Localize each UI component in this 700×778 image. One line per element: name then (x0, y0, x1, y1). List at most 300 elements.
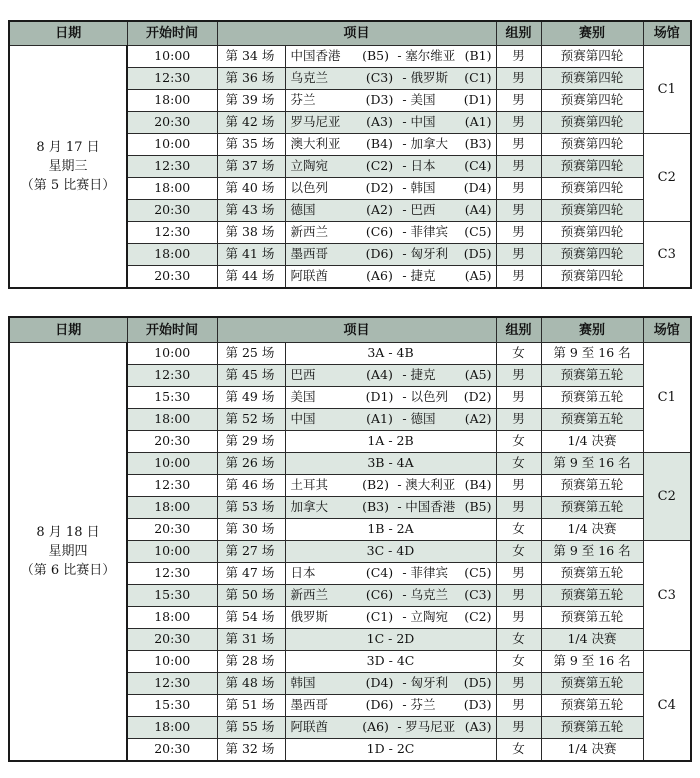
date-line: （第 5 比赛日） (20, 178, 116, 193)
round-cell: 预赛第五轮 (541, 563, 643, 585)
event-pair (291, 501, 492, 514)
team-a-code: (D6) (365, 697, 394, 713)
event-cell: 1A - 2B (285, 431, 496, 453)
venue-cell: C2 (643, 134, 691, 222)
group-cell: 男 (496, 134, 541, 156)
match-cell: 第 29 场 (217, 431, 285, 453)
header-group: 组别 (496, 317, 541, 343)
header-date: 日期 (9, 317, 127, 343)
round-cell: 预赛第五轮 (541, 409, 643, 431)
round-cell: 预赛第四轮 (541, 266, 643, 289)
event-cell (285, 475, 496, 497)
round-cell: 1/4 决赛 (541, 519, 643, 541)
header-round: 赛别 (541, 317, 643, 343)
versus-separator: - (402, 565, 407, 581)
team-b: 捷克 (410, 268, 436, 284)
team-a-code: (D4) (365, 675, 394, 691)
event-cell (285, 607, 496, 629)
match-cell: 第 28 场 (217, 651, 285, 673)
team-b-code: (D3) (463, 697, 492, 713)
team-a: 以色列 (290, 180, 329, 196)
team-a: 日本 (290, 565, 316, 581)
team-a: 韩国 (290, 675, 316, 691)
versus-separator: - (402, 367, 407, 383)
event-cell (285, 68, 496, 90)
time-cell: 10:00 (127, 541, 217, 563)
header-row (9, 317, 691, 343)
team-b-code: (C3) (464, 587, 492, 603)
team-a-code: (D6) (365, 246, 394, 262)
versus-separator: - (402, 158, 407, 174)
event-cell (285, 46, 496, 68)
team-b-code: (D1) (463, 92, 492, 108)
date-line: 8 月 18 日 (36, 525, 100, 540)
team-a: 新西兰 (290, 587, 329, 603)
team-a: 新西兰 (290, 224, 329, 240)
round-cell: 预赛第五轮 (541, 717, 643, 739)
team-b: 匈牙利 (410, 246, 449, 262)
time-cell: 12:30 (127, 475, 217, 497)
team-b: 日本 (410, 158, 436, 174)
team-a: 墨西哥 (290, 246, 329, 262)
versus-separator: - (397, 719, 402, 735)
versus-separator: - (402, 697, 407, 713)
team-b: 芬兰 (410, 697, 436, 713)
team-a-code: (C6) (365, 587, 394, 603)
team-b-code: (C1) (464, 70, 492, 86)
schedule-table-day2 (8, 316, 692, 762)
group-cell: 女 (496, 519, 541, 541)
versus-separator: - (402, 587, 407, 603)
time-cell: 18:00 (127, 497, 217, 519)
team-b-code: (B5) (464, 499, 492, 515)
round-cell: 预赛第四轮 (541, 156, 643, 178)
round-cell: 1/4 决赛 (541, 431, 643, 453)
team-a: 俄罗斯 (290, 609, 329, 625)
team-a: 中国 (290, 411, 316, 427)
date-line: 星期四 (48, 544, 88, 559)
time-cell: 15:30 (127, 695, 217, 717)
venue-cell: C4 (643, 651, 691, 762)
group-cell: 男 (496, 156, 541, 178)
round-cell: 预赛第五轮 (541, 475, 643, 497)
header-venue: 场馆 (643, 21, 691, 46)
header-group: 组别 (496, 21, 541, 46)
team-a-code: (A3) (366, 114, 393, 130)
round-cell: 预赛第四轮 (541, 90, 643, 112)
group-cell: 男 (496, 244, 541, 266)
versus-separator: - (402, 70, 407, 86)
group-cell: 男 (496, 387, 541, 409)
match-cell: 第 44 场 (217, 266, 285, 289)
time-cell: 20:30 (127, 112, 217, 134)
event-cell: 3B - 4A (285, 453, 496, 475)
table-row (9, 46, 691, 68)
team-a-code: (B3) (362, 499, 390, 515)
round-cell: 预赛第四轮 (541, 68, 643, 90)
time-cell: 10:00 (127, 453, 217, 475)
group-cell: 男 (496, 695, 541, 717)
team-a-code: (A4) (366, 367, 393, 383)
round-cell: 预赛第五轮 (541, 387, 643, 409)
time-cell: 15:30 (127, 585, 217, 607)
versus-separator: - (402, 389, 407, 405)
time-cell: 20:30 (127, 431, 217, 453)
team-a-code: (A6) (362, 719, 389, 735)
event-pair (291, 138, 492, 151)
versus-separator: - (402, 92, 407, 108)
team-b: 匈牙利 (410, 675, 449, 691)
match-cell: 第 49 场 (217, 387, 285, 409)
team-b: 乌克兰 (410, 587, 449, 603)
versus-separator: - (402, 609, 407, 625)
match-cell: 第 25 场 (217, 343, 285, 365)
header-row (9, 21, 691, 46)
team-b-code: (B1) (464, 48, 492, 64)
event-cell (285, 365, 496, 387)
group-cell: 男 (496, 475, 541, 497)
match-cell: 第 42 场 (217, 112, 285, 134)
team-b: 立陶宛 (410, 609, 449, 625)
round-cell: 第 9 至 16 名 (541, 651, 643, 673)
time-cell: 12:30 (127, 563, 217, 585)
team-b-code: (A1) (464, 114, 492, 130)
group-cell: 女 (496, 541, 541, 563)
team-a-code: (B4) (366, 136, 393, 152)
group-cell: 女 (496, 453, 541, 475)
event-pair (291, 50, 492, 63)
match-cell: 第 38 场 (217, 222, 285, 244)
date-line: （第 6 比赛日） (20, 563, 116, 578)
header-time: 开始时间 (127, 21, 217, 46)
event-pair (291, 94, 492, 107)
match-cell: 第 40 场 (217, 178, 285, 200)
team-a-code: (D1) (365, 389, 394, 405)
header-round: 赛别 (541, 21, 643, 46)
team-b: 德国 (410, 411, 436, 427)
round-cell: 预赛第四轮 (541, 200, 643, 222)
time-cell: 12:30 (127, 673, 217, 695)
team-a-code: (C6) (365, 224, 394, 240)
time-cell: 18:00 (127, 178, 217, 200)
team-a-code: (C1) (365, 609, 394, 625)
team-b: 塞尔维亚 (405, 48, 456, 64)
team-b: 韩国 (410, 180, 436, 196)
match-cell: 第 34 场 (217, 46, 285, 68)
round-cell: 预赛第五轮 (541, 695, 643, 717)
event-pair (291, 182, 492, 195)
time-cell: 18:00 (127, 90, 217, 112)
versus-separator: - (397, 499, 402, 515)
match-cell: 第 53 场 (217, 497, 285, 519)
team-b: 菲律宾 (410, 224, 449, 240)
event-cell (285, 244, 496, 266)
team-b-code: (C5) (464, 565, 492, 581)
event-cell: 1D - 2C (285, 739, 496, 762)
time-cell: 12:30 (127, 222, 217, 244)
round-cell: 预赛第五轮 (541, 497, 643, 519)
team-a: 巴西 (290, 367, 316, 383)
event-pair (291, 589, 492, 602)
group-cell: 男 (496, 46, 541, 68)
match-cell: 第 39 场 (217, 90, 285, 112)
group-cell: 男 (496, 607, 541, 629)
group-cell: 男 (496, 266, 541, 289)
team-a: 阿联酋 (290, 268, 329, 284)
match-cell: 第 30 场 (217, 519, 285, 541)
event-cell: 1C - 2D (285, 629, 496, 651)
event-pair (291, 160, 492, 173)
match-cell: 第 27 场 (217, 541, 285, 563)
event-pair (291, 721, 492, 734)
event-cell: 3C - 4D (285, 541, 496, 563)
group-cell: 男 (496, 112, 541, 134)
versus-separator: - (402, 246, 407, 262)
match-cell: 第 55 场 (217, 717, 285, 739)
team-b-code: (A3) (464, 719, 492, 735)
group-cell: 男 (496, 90, 541, 112)
match-cell: 第 46 场 (217, 475, 285, 497)
match-cell: 第 36 场 (217, 68, 285, 90)
team-b: 中国香港 (405, 499, 456, 515)
round-cell: 预赛第四轮 (541, 178, 643, 200)
header-event: 项目 (217, 21, 496, 46)
time-cell: 10:00 (127, 134, 217, 156)
team-a-code: (C4) (365, 565, 394, 581)
event-pair (291, 226, 492, 239)
team-b: 以色列 (410, 389, 449, 405)
team-b: 加拿大 (410, 136, 449, 152)
round-cell: 预赛第四轮 (541, 222, 643, 244)
round-cell: 1/4 决赛 (541, 739, 643, 762)
event-cell (285, 134, 496, 156)
team-b-code: (A2) (464, 411, 492, 427)
event-cell: 3D - 4C (285, 651, 496, 673)
event-pair (291, 611, 492, 624)
group-cell: 男 (496, 409, 541, 431)
versus-separator: - (402, 675, 407, 691)
event-cell (285, 387, 496, 409)
event-cell (285, 200, 496, 222)
event-cell (285, 497, 496, 519)
schedule-table-day1 (8, 20, 692, 289)
match-cell: 第 50 场 (217, 585, 285, 607)
round-cell: 预赛第五轮 (541, 673, 643, 695)
group-cell: 女 (496, 343, 541, 365)
round-cell: 预赛第五轮 (541, 607, 643, 629)
event-pair (291, 479, 492, 492)
event-pair (291, 391, 492, 404)
round-cell: 预赛第四轮 (541, 112, 643, 134)
team-b: 澳大利亚 (405, 477, 456, 493)
round-cell: 预赛第四轮 (541, 244, 643, 266)
team-b: 菲律宾 (410, 565, 449, 581)
venue-cell: C2 (643, 453, 691, 541)
event-cell (285, 156, 496, 178)
group-cell: 男 (496, 563, 541, 585)
group-cell: 女 (496, 431, 541, 453)
team-a: 德国 (290, 202, 316, 218)
team-b-code: (A5) (464, 367, 492, 383)
event-pair (291, 72, 492, 85)
team-a-code: (C2) (365, 158, 394, 174)
team-a: 墨西哥 (290, 697, 329, 713)
event-cell (285, 563, 496, 585)
match-cell: 第 37 场 (217, 156, 285, 178)
round-cell: 第 9 至 16 名 (541, 343, 643, 365)
event-cell (285, 585, 496, 607)
team-a: 美国 (290, 389, 316, 405)
time-cell: 18:00 (127, 409, 217, 431)
versus-separator: - (397, 477, 402, 493)
team-a-code: (A6) (366, 268, 393, 284)
match-cell: 第 47 场 (217, 563, 285, 585)
event-cell (285, 222, 496, 244)
versus-separator: - (402, 268, 407, 284)
team-a: 芬兰 (290, 92, 316, 108)
time-cell: 12:30 (127, 365, 217, 387)
event-pair (291, 270, 492, 283)
team-b: 中国 (410, 114, 436, 130)
team-b-code: (D5) (463, 246, 492, 262)
team-a: 中国香港 (290, 48, 341, 64)
team-a: 加拿大 (290, 499, 329, 515)
match-cell: 第 54 场 (217, 607, 285, 629)
versus-separator: - (402, 202, 407, 218)
team-b-code: (C5) (464, 224, 492, 240)
team-b-code: (B3) (464, 136, 492, 152)
time-cell: 18:00 (127, 607, 217, 629)
group-cell: 男 (496, 673, 541, 695)
team-a: 土耳其 (290, 477, 329, 493)
team-b: 俄罗斯 (410, 70, 449, 86)
group-cell: 男 (496, 200, 541, 222)
round-cell: 预赛第四轮 (541, 46, 643, 68)
time-cell: 18:00 (127, 717, 217, 739)
date-cell (9, 46, 127, 289)
match-cell: 第 32 场 (217, 739, 285, 762)
round-cell: 第 9 至 16 名 (541, 453, 643, 475)
event-cell (285, 90, 496, 112)
team-b-code: (C2) (464, 609, 492, 625)
event-cell (285, 717, 496, 739)
group-cell: 男 (496, 365, 541, 387)
team-b: 巴西 (410, 202, 436, 218)
event-cell: 1B - 2A (285, 519, 496, 541)
match-cell: 第 51 场 (217, 695, 285, 717)
event-pair (291, 248, 492, 261)
versus-separator: - (402, 180, 407, 196)
round-cell: 预赛第五轮 (541, 585, 643, 607)
time-cell: 20:30 (127, 266, 217, 289)
event-cell (285, 178, 496, 200)
versus-separator: - (402, 114, 407, 130)
match-cell: 第 26 场 (217, 453, 285, 475)
team-b-code: (D5) (463, 675, 492, 691)
team-a-code: (B2) (362, 477, 390, 493)
versus-separator: - (402, 411, 407, 427)
group-cell: 女 (496, 651, 541, 673)
time-cell: 15:30 (127, 387, 217, 409)
team-b-code: (A5) (464, 268, 492, 284)
match-cell: 第 41 场 (217, 244, 285, 266)
round-cell: 第 9 至 16 名 (541, 541, 643, 563)
event-pair (291, 699, 492, 712)
team-a: 阿联酋 (290, 719, 329, 735)
event-pair (291, 116, 492, 129)
match-cell: 第 48 场 (217, 673, 285, 695)
group-cell: 男 (496, 497, 541, 519)
venue-cell: C1 (643, 46, 691, 134)
table-row (9, 343, 691, 365)
time-cell: 20:30 (127, 629, 217, 651)
team-a: 乌克兰 (290, 70, 329, 86)
team-a: 澳大利亚 (290, 136, 341, 152)
match-cell: 第 43 场 (217, 200, 285, 222)
team-b: 罗马尼亚 (405, 719, 456, 735)
event-pair (291, 413, 492, 426)
group-cell: 男 (496, 585, 541, 607)
event-cell (285, 409, 496, 431)
team-a: 立陶宛 (290, 158, 329, 174)
time-cell: 10:00 (127, 651, 217, 673)
group-cell: 男 (496, 222, 541, 244)
team-a-code: (C3) (365, 70, 394, 86)
team-a-code: (B5) (362, 48, 390, 64)
round-cell: 预赛第四轮 (541, 134, 643, 156)
team-a-code: (D3) (365, 92, 394, 108)
date-line: 8 月 17 日 (36, 140, 100, 155)
header-date: 日期 (9, 21, 127, 46)
match-cell: 第 45 场 (217, 365, 285, 387)
event-cell (285, 673, 496, 695)
team-b: 捷克 (410, 367, 436, 383)
group-cell: 女 (496, 739, 541, 762)
versus-separator: - (402, 136, 407, 152)
time-cell: 12:30 (127, 68, 217, 90)
event-cell (285, 112, 496, 134)
match-cell: 第 31 场 (217, 629, 285, 651)
header-venue: 场馆 (643, 317, 691, 343)
venue-cell: C3 (643, 541, 691, 651)
event-pair (291, 369, 492, 382)
date-line: 星期三 (48, 159, 88, 174)
versus-separator: - (397, 48, 402, 64)
match-cell: 第 35 场 (217, 134, 285, 156)
event-pair (291, 677, 492, 690)
group-cell: 男 (496, 717, 541, 739)
team-b: 美国 (410, 92, 436, 108)
venue-cell: C1 (643, 343, 691, 453)
team-a-code: (D2) (365, 180, 394, 196)
event-cell: 3A - 4B (285, 343, 496, 365)
time-cell: 10:00 (127, 46, 217, 68)
group-cell: 男 (496, 178, 541, 200)
time-cell: 20:30 (127, 200, 217, 222)
time-cell: 20:30 (127, 739, 217, 762)
venue-cell: C3 (643, 222, 691, 289)
group-cell: 女 (496, 629, 541, 651)
time-cell: 20:30 (127, 519, 217, 541)
versus-separator: - (402, 224, 407, 240)
time-cell: 18:00 (127, 244, 217, 266)
event-pair (291, 567, 492, 580)
time-cell: 10:00 (127, 343, 217, 365)
team-b-code: (D2) (463, 389, 492, 405)
team-a-code: (A1) (366, 411, 393, 427)
header-time: 开始时间 (127, 317, 217, 343)
event-cell (285, 266, 496, 289)
